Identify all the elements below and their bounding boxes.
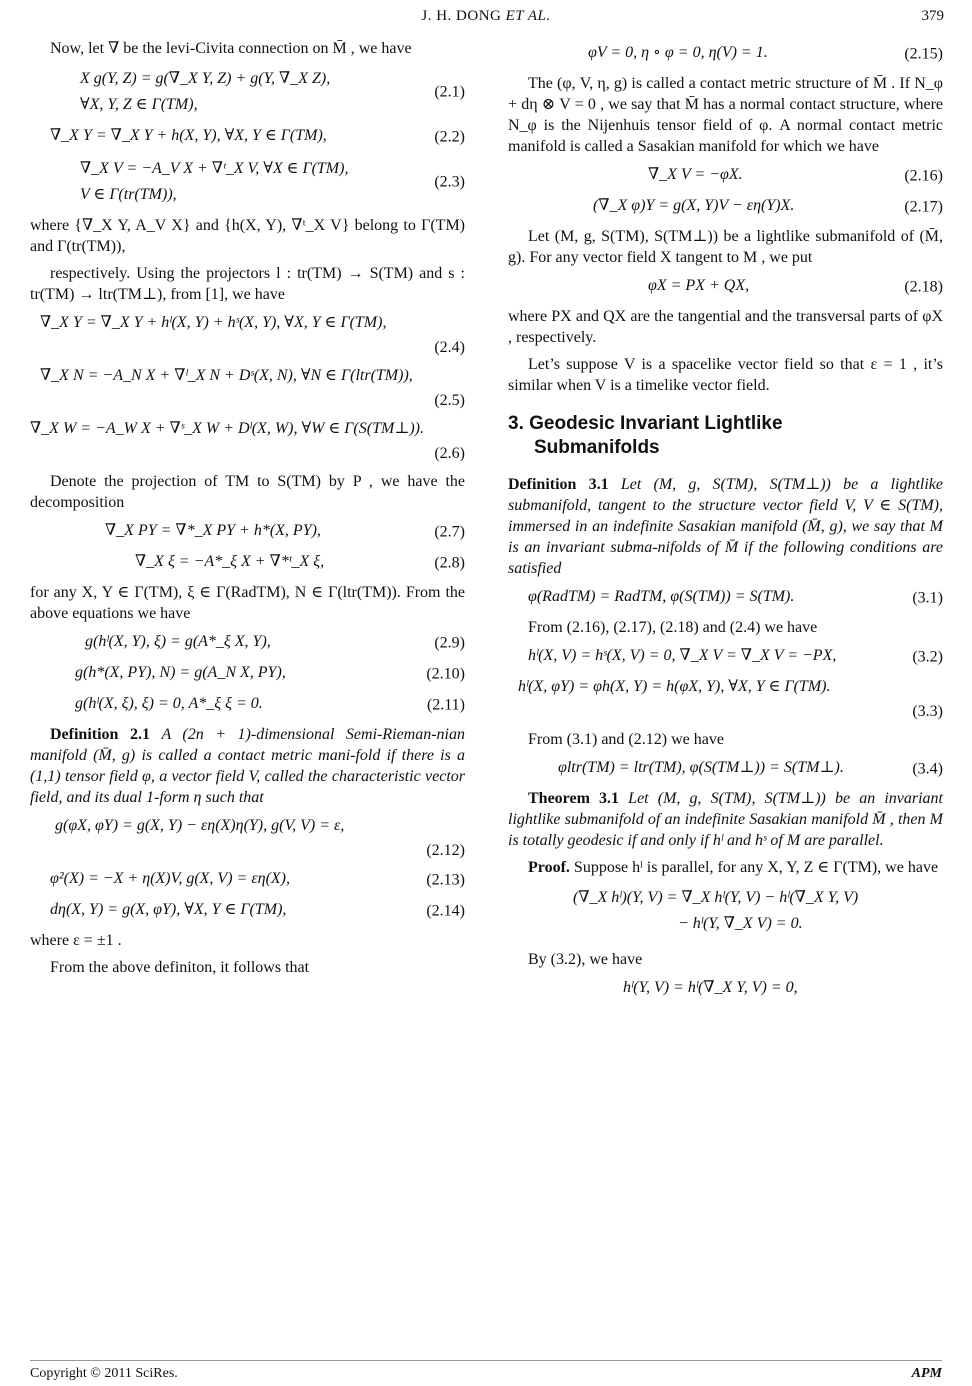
equation-2-6: ∇̄_X W = −A_W X + ∇ˢ_X W + Dˡ(X, W), ∀W ∈ Γ(S(TM⊥)). (2.6) [30,420,465,462]
page-footer [30,1366,942,1382]
equation-number: (2.11) [426,696,465,714]
equation-number: (2.16) [904,167,943,185]
running-title: J. H. DONG ET AL. [421,8,551,24]
equation-2-5: ∇̄_X N = −A_N X + ∇ˡ_X N + Dˢ(X, N), ∀N ∈ Γ(ltr(TM)), (2.5) [30,365,465,411]
section-heading-3: 3. Geodesic Invariant Lightlike Submanifolds [508,413,783,458]
equation-2-3: ∇̄_X V = −A_V X + ∇ᵗ_X V, ∀X ∈ Γ(TM), V ∈ Γ(tr(TM)), (2.3) [80,160,465,203]
equation-2-2: ∇̄_X Y = ∇_X Y + h(X, Y), ∀X, Y ∈ Γ(TM), (2.2) [50,127,465,146]
proof: Proof. Suppose hˡ is parallel, for any X, Y, Z ∈ Γ(TM), we have [528,859,939,876]
equation-number: (3.3) [912,703,943,720]
equation-3-1: φ(RadTM) = RadTM, φ(S(TM)) = S(TM). (3.1) [528,588,943,607]
equation-number: (2.9) [434,634,465,652]
equation-2-7: ∇_X PY = ∇*_X PY + h*(X, PY), (2.7) [105,522,465,541]
equation-proof-b: hˡ(Y, V) = hˡ(∇̄_X Y, V) = 0, [623,979,798,996]
equation-number: (2.17) [904,198,943,216]
equation-number: (2.8) [434,554,465,572]
equation-2-13: φ²(X) = −X + η(X)V, g(X, V) = εη(X), (2.13) [50,870,465,889]
paragraph: Now, let ∇ be the levi-Civita connection on M̄ , we have [50,40,412,57]
equation-2-14: dη(X, Y) = g(X, φY), ∀X, Y ∈ Γ(TM), (2.14) [50,901,465,920]
equation-2-15: φV = 0, η ∘ φ = 0, η(V) = 1. (2.15) [588,44,943,63]
equation-number: (2.12) [426,842,465,859]
paragraph: From (3.1) and (2.12) we have [528,731,724,748]
paragraph: Denote the projection of TM to S(TM) by P , we have the decomposition [30,473,465,511]
equation-2-17: (∇̄_X φ)Y = g(X, Y)V − εη(Y)X. (2.17) [593,197,943,216]
equation-2-16: ∇̄_X V = −φX. (2.16) [648,166,943,185]
equation-number: (2.2) [434,128,465,146]
equation-number: (3.1) [912,589,943,607]
equation-number: (2.4) [434,339,465,356]
paragraph: By (3.2), we have [528,951,643,968]
equation-3-3: hˡ(X, φY) = φh(X, Y) = h(φX, Y), ∀X, Y ∈ Γ(TM). (3.3) [508,676,943,722]
equation-number: (2.18) [904,278,943,296]
equation-2-8: ∇_X ξ = −A*_ξ X + ∇*ᵗ_X ξ, (2.8) [135,553,465,572]
paragraph: respectively. Using the projectors l : tr(TM) → S(TM) and s : tr(TM) → ltr(TM⊥), from [1], we have [30,265,465,303]
journal-name: APM [911,1366,942,1381]
paragraph: From (2.16), (2.17), (2.18) and (2.4) we have [528,619,818,636]
left-column [30,38,465,984]
footer-rule [30,1360,942,1361]
paragraph: Let (M, g, S(TM), S(TM⊥)) be a lightlike submanifold of (M̄, g). For any vector field X tangent to M , we put [508,228,943,266]
paragraph: where {∇_X Y, A_V X} and {h(X, Y), ∇ᵗ_X V} belong to Γ(TM) and Γ(tr(TM)), [30,217,465,255]
equation-proof-a: (∇̄_X hˡ)(Y, V) = ∇̄_X hˡ(Y, V) − hˡ(∇̄_X Y, V) − hˡ(Y, ∇̄_X V) = 0. [573,889,859,932]
definition-2-1: Definition 2.1 A (2n + 1)-dimensional Semi-Rieman-nian manifold (M̄, g) is called a contact metric mani-fold if there is a (1,1) tensor field φ, a vector field V, called the characteristic vector field, and its dual 1-form η such that [30,726,466,806]
equation-number: (2.3) [434,173,465,191]
paragraph: Let’s suppose V is a spacelike vector field so that ε = 1 , it’s similar when V is a timelike vector field. [508,356,943,394]
equation-number: (2.1) [434,83,465,101]
equation-2-11: g(hˡ(X, ξ), ξ) = 0, A*_ξ ξ = 0. (2.11) [75,695,465,714]
equation-2-10: g(h*(X, PY), N) = g(A_N X, PY), (2.10) [75,664,465,683]
paragraph: The (φ, V, η, g) is called a contact metric structure of M̄ . If N_φ + dη ⊗ V = 0 , we say that M̄ has a normal contact structure, where N_φ is the Nijenhuis tensor field of φ. A normal contact metric manifold is called a Sasakian manifold for which we have [508,75,943,155]
theorem-3-1: Theorem 3.1 Let (M, g, S(TM), S(TM⊥)) be an invariant lightlike submanifold of an indefinite Sasakian manifold M̄ , then M is totally geodesic if and only if hˡ and hˢ of M are parallel. [508,790,944,849]
equation-2-12: g(φX, φY) = g(X, Y) − εη(X)η(Y), g(V, V) = ε, (2.12) [30,815,465,861]
paragraph: where ε = ±1 . [30,932,122,949]
equation-number: (2.15) [904,45,943,63]
equation-number: (2.10) [426,665,465,683]
equation-number: (3.2) [912,648,943,666]
page-number: 379 [921,8,944,24]
paragraph: where PX and QX are the tangential and the transversal parts of φX , respectively. [508,308,943,346]
equation-2-1: X g(Y, Z) = g(∇̄_X Y, Z) + g(Y, ∇̄_X Z), ∀X, Y, Z ∈ Γ(TM), (2.1) [80,70,465,113]
equation-number: (2.5) [434,392,465,409]
equation-number: (3.4) [912,760,943,778]
equation-2-9: g(hˡ(X, Y), ξ) = g(A*_ξ X, Y), (2.9) [85,633,465,652]
definition-3-1: Definition 3.1 Let (M, g, S(TM), S(TM⊥)) be a lightlike submanifold, tangent to the structure vector field V, V ∈ S(TM), immersed in an indefinite Sasakian manifold (M̄, g), we say that M is an invariant subma-nifolds of M̄ if the following conditions are satisfied [508,476,944,577]
paragraph: From the above definiton, it follows that [50,959,310,976]
equation-number: (2.13) [426,871,465,889]
equation-2-4: ∇̄_X Y = ∇_X Y + hˡ(X, Y) + hˢ(X, Y), ∀X, Y ∈ Γ(TM), (2.4) [30,312,465,358]
equation-2-18: φX = PX + QX, (2.18) [648,277,943,296]
equation-3-4: φltr(TM) = ltr(TM), φ(S(TM⊥)) = S(TM⊥). (3.4) [558,759,943,778]
equation-3-2: hˡ(X, V) = hˢ(X, V) = 0, ∇̄_X V = ∇_X V = −PX, (3.2) [528,647,943,666]
right-column [508,38,943,1008]
equation-number: (2.14) [426,902,465,920]
copyright-notice: Copyright © 2011 SciRes. [30,1366,178,1381]
paragraph: for any X, Y ∈ Γ(TM), ξ ∈ Γ(RadTM), N ∈ Γ(ltr(TM)). From the above equations we have [30,584,465,622]
equation-number: (2.7) [434,523,465,541]
equation-number: (2.6) [434,445,465,462]
